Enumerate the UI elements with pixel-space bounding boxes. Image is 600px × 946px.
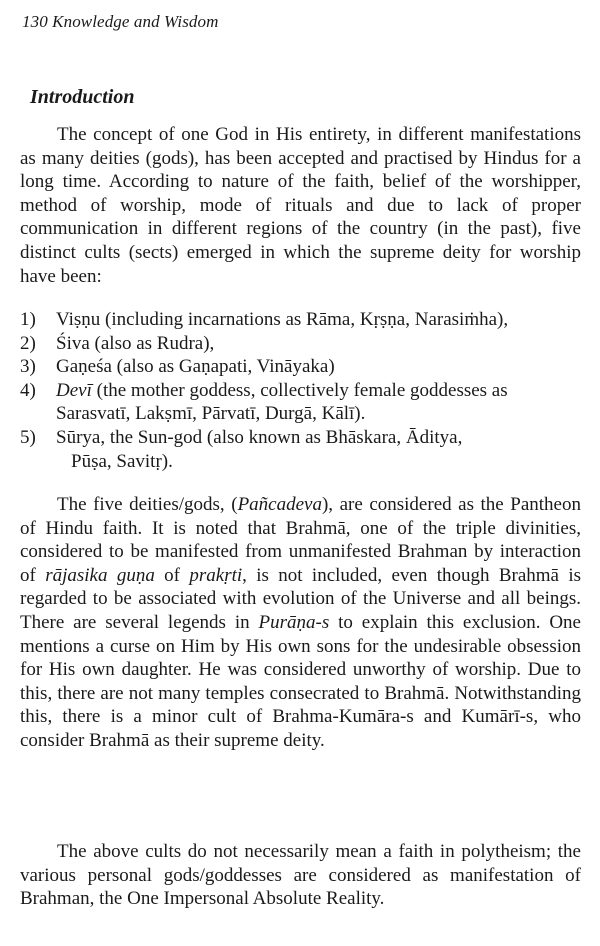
list-item-italic-term: Devī <box>56 379 92 401</box>
list-item <box>20 355 581 379</box>
paragraph-pancadeva <box>20 493 581 753</box>
list-item <box>20 426 581 473</box>
list-item-text: Viṣṇu (including incarnations as Rāma, Kṛṣṇa, Narasiṁha), <box>56 309 509 330</box>
paragraph-intro <box>20 123 581 288</box>
list-item <box>20 332 581 356</box>
paragraph-text: to explain this exclusion. One mentions a curse on Him by His own sons for the undesirable obsession for His own daughter. He was considered unworthy of worship. Due to this, there are not many temples consecrated to Brahmā. Notwithstanding this, there is a minor cult of Brahma-Kumāra-s and Kumārī-s, who consider Brahmā as their supreme deity. <box>20 611 581 751</box>
list-number: 5) <box>20 426 36 448</box>
list-number: 2) <box>20 332 36 354</box>
list-item <box>20 379 581 426</box>
paragraph-text: of <box>154 564 190 586</box>
paragraph-text: , is not included, even though Brahmā is regarded to be associated with evolution of the Universe and all beings. There are several legends in <box>20 564 582 633</box>
paragraph-text: ), are considered as the Pantheon of Hindu faith. It is noted that Brahmā, one of the triple divinities, considered to be manifested from unmanifested Brahman by interaction of <box>20 494 581 586</box>
paragraph-intro-text: The concept of one God in His entirety, in different manifestations as many deities (gods), has been accepted and practised by Hindus for a long time. According to nature of the faith, belief of the worshipper, method of worship, mode of rituals and due to lack of proper communication in different regions of the country (in the past), five distinct cults (sects) emerged in which the supreme deity for worship have been: <box>20 124 581 287</box>
list-item <box>20 308 581 332</box>
section-title: Introduction <box>30 86 135 108</box>
list-number: 1) <box>20 309 36 330</box>
italic-term: prakṛti <box>189 564 243 586</box>
list-number: 4) <box>20 379 36 401</box>
list-item-text: Śiva (also as Rudra), <box>56 332 215 354</box>
list-number: 3) <box>20 356 36 378</box>
list-item-text-continued: Pūṣa, Savitṛ). <box>71 450 173 472</box>
italic-term: Pañcadeva <box>237 494 322 515</box>
list-item-text: Sūrya, the Sun-god (also known as Bhāskara, Āditya, <box>56 426 463 448</box>
paragraph-text: The five deities/gods, ( <box>57 494 238 515</box>
paragraph-polytheism <box>20 840 581 911</box>
italic-term: Purāṇa-s <box>258 611 330 633</box>
deity-list <box>20 308 581 473</box>
paragraph-text: The above cults do not necessarily mean a faith in polytheism; the various personal gods/goddesses are considered as manifestation of Brahman, the One Impersonal Absolute Reality. <box>20 841 581 910</box>
running-head: 130 Knowledge and Wisdom <box>22 12 219 31</box>
list-item-text: Gaṇeśa (also as Gaṇapati, Vināyaka) <box>56 356 335 378</box>
list-item-text: (the mother goddess, collectively female goddesses as Sarasvatī, Lakṣmī, Pārvatī, Durgā, Kālī). <box>56 379 508 425</box>
italic-term: rājasika guṇa <box>45 564 155 586</box>
